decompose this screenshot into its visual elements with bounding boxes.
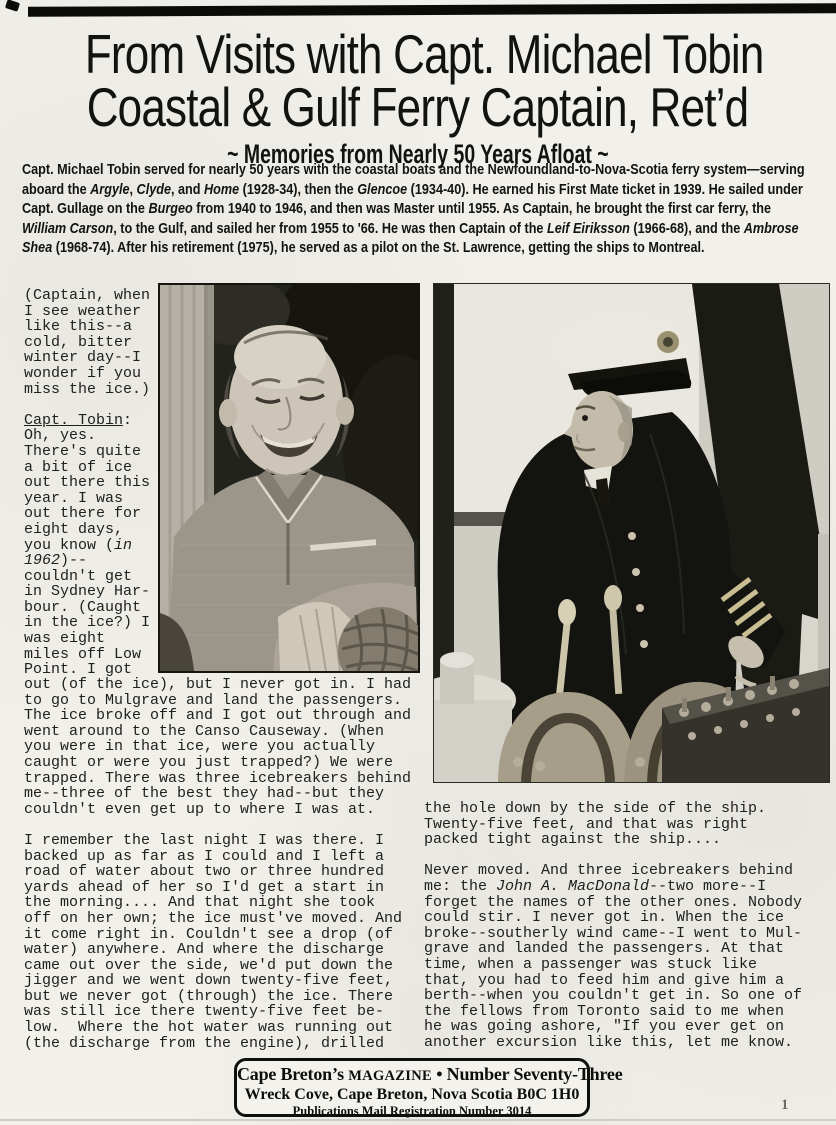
scan-bottom-rule [0,1119,836,1121]
text-line: Point. I got [24,661,133,679]
text-line: cold, bitter [24,333,133,351]
text-line: in the ice?) I [24,614,151,632]
article-subtitle: ~ Memories from Nearly 50 Years Afloat ~ [227,139,609,169]
portrait-illustration [160,285,418,671]
text-line: out there this [24,474,151,492]
text-line: caught or were you just trapped?) We were [24,753,394,771]
text-line: you were in that ice, were you actually [24,738,376,756]
text-line: like this--a [24,318,133,336]
text-line: he was going ashore, "If you ever get on [424,1018,785,1036]
left-column-text [24,677,426,1051]
text-line: (the discharge from the engine), drilled [24,1034,385,1052]
text-line: time, when a passenger was stuck like [424,955,758,973]
text-line: a bit of ice [24,458,133,476]
article-header [0,23,836,169]
text-line: Capt. Tobin: [24,411,133,429]
footer-address: Wreck Cove, Cape Breton, Nova Scotia B0C 1H0 [244,1086,580,1103]
footer-registration: Publications Mail Registration Number 3014 [292,1104,532,1118]
text-line: me--three of the best they had--but they [24,785,385,803]
text-line [424,848,830,864]
text-line: the hole down by the side of the ship. [424,800,767,817]
text-line [24,397,158,413]
text-line: the morning.... And that night she took [24,894,376,912]
text-line: wonder if you [24,364,142,382]
text-line: grave and landed the passengers. At that [424,940,785,958]
text-line: I see weather [24,302,142,320]
text-line: couldn't get [24,567,133,585]
right-column-text [424,801,830,1051]
text-line: eight days, [24,520,124,538]
text-line: berth--when you couldn't get in. So one of [424,987,803,1005]
article-title-line1: From Visits with Capt. Michael Tobin [84,23,764,85]
text-line: trapped. There was three icebreakers behind [24,769,412,787]
footer-magazine-title: Cape Breton’s MAGAZINE • Number Seventy-Three [237,1064,623,1084]
text-line: couldn't even get up to where I was at. [24,800,376,818]
text-line: another excursion like this, let me know. [424,1033,794,1051]
text-line: miss the ice.) [24,380,151,398]
text-line: The ice broke off and I got out through and [24,707,412,725]
text-line: bour. (Caught [24,598,142,616]
text-line: was eight [24,630,106,648]
text-line: water) anywhere. And where the discharge [24,941,385,959]
text-line: jigger and we went down twenty-five feet, [24,972,394,990]
text-line: road of water about two or three hundred [24,863,385,881]
text-line: me: the John A. MacDonald--two more--I [424,877,767,895]
text-line: I remember the last night I was there. I [24,831,385,849]
text-line: Twenty-five feet, and that was right [424,815,749,833]
text-line: but we never got (through) the ice. There [24,987,394,1005]
text-line: (Captain, when [24,287,151,304]
text-line: the fellows from Toronto said to me when [424,1002,785,1020]
text-line: that, you had to feed him and give him a [424,971,785,989]
article-title-line2: Coastal & Gulf Ferry Captain, Ret’d [87,76,749,138]
text-line: 1962)-- [24,552,88,570]
scan-top-rule [28,3,836,17]
text-line: out there for [24,505,142,523]
page-number: 1 [781,1097,789,1113]
text-line: was still ice there twenty-five feet be- [24,1003,385,1021]
photo-capt-tobin-at-controls [433,283,830,783]
text-line: Never moved. And three icebreakers behind [424,862,794,880]
text-line: in Sydney Har- [24,583,151,601]
text-line: broke--southerly wind came--I went to Mul- [424,924,803,942]
magazine-footer-box [234,1058,623,1118]
scan-artifact-blob [5,0,20,12]
text-line: out (of the ice), but I never got in. I had [24,676,412,693]
text-line: forget the names of the other ones. Nobody [424,893,803,911]
text-line: to go to Mulgrave and land the passengers. [24,691,403,709]
text-line: winter day--I [24,349,142,367]
text-line: Oh, yes. [24,427,97,445]
text-line: yards ahead of her so I'd get a start in [24,878,385,896]
text-line: went around to the Canso Causeway. (When [24,722,385,740]
left-narrow-column [24,288,158,678]
text-line: year. I was [24,489,124,507]
text-line: low. Where the hot water was running out [24,1019,394,1037]
text-line: There's quite [24,442,142,460]
text-line: packed tight against the ship.... [424,831,722,849]
text-line: off on her own; the ice must've moved. And [24,909,403,927]
text-line: could stir. I never got in. When the ice [424,909,785,927]
intro-paragraph: Capt. Michael Tobin served for nearly 50 years with the coastal boats and the Newfoundland-to-Nova-Scotia ferry system—serving aboard the Argyle, Clyde, and Home (1928-34), then the Glencoe (1934-40). He earned his First Mate ticket in 1939. He sailed under Capt. Gullage on the Burgeo from 1940 to 1946, and then was Master until 1955. As Captain, he brought the first car ferry, the William Carson, to the Gulf, and sailed her from 1955 to '66. He was then Captain of the Leif Eiriksson (1966-68), and the Ambrose Shea (1968-74). After his retirement (1975), he served as a pilot on the St. Lawrence, getting the ships to Montreal. [22,161,805,256]
text-line: it come right in. Couldn't see a drop (of [24,925,394,943]
text-line: came out over the side, we'd put down the [24,956,394,974]
text-line [24,817,426,833]
wheelhouse-illustration [434,284,829,782]
text-line: miles off Low [24,645,142,663]
text-line: backed up as far as I could and I left a [24,847,385,865]
text-line: you know (in [24,536,133,554]
photo-capt-tobin-portrait [158,283,420,673]
